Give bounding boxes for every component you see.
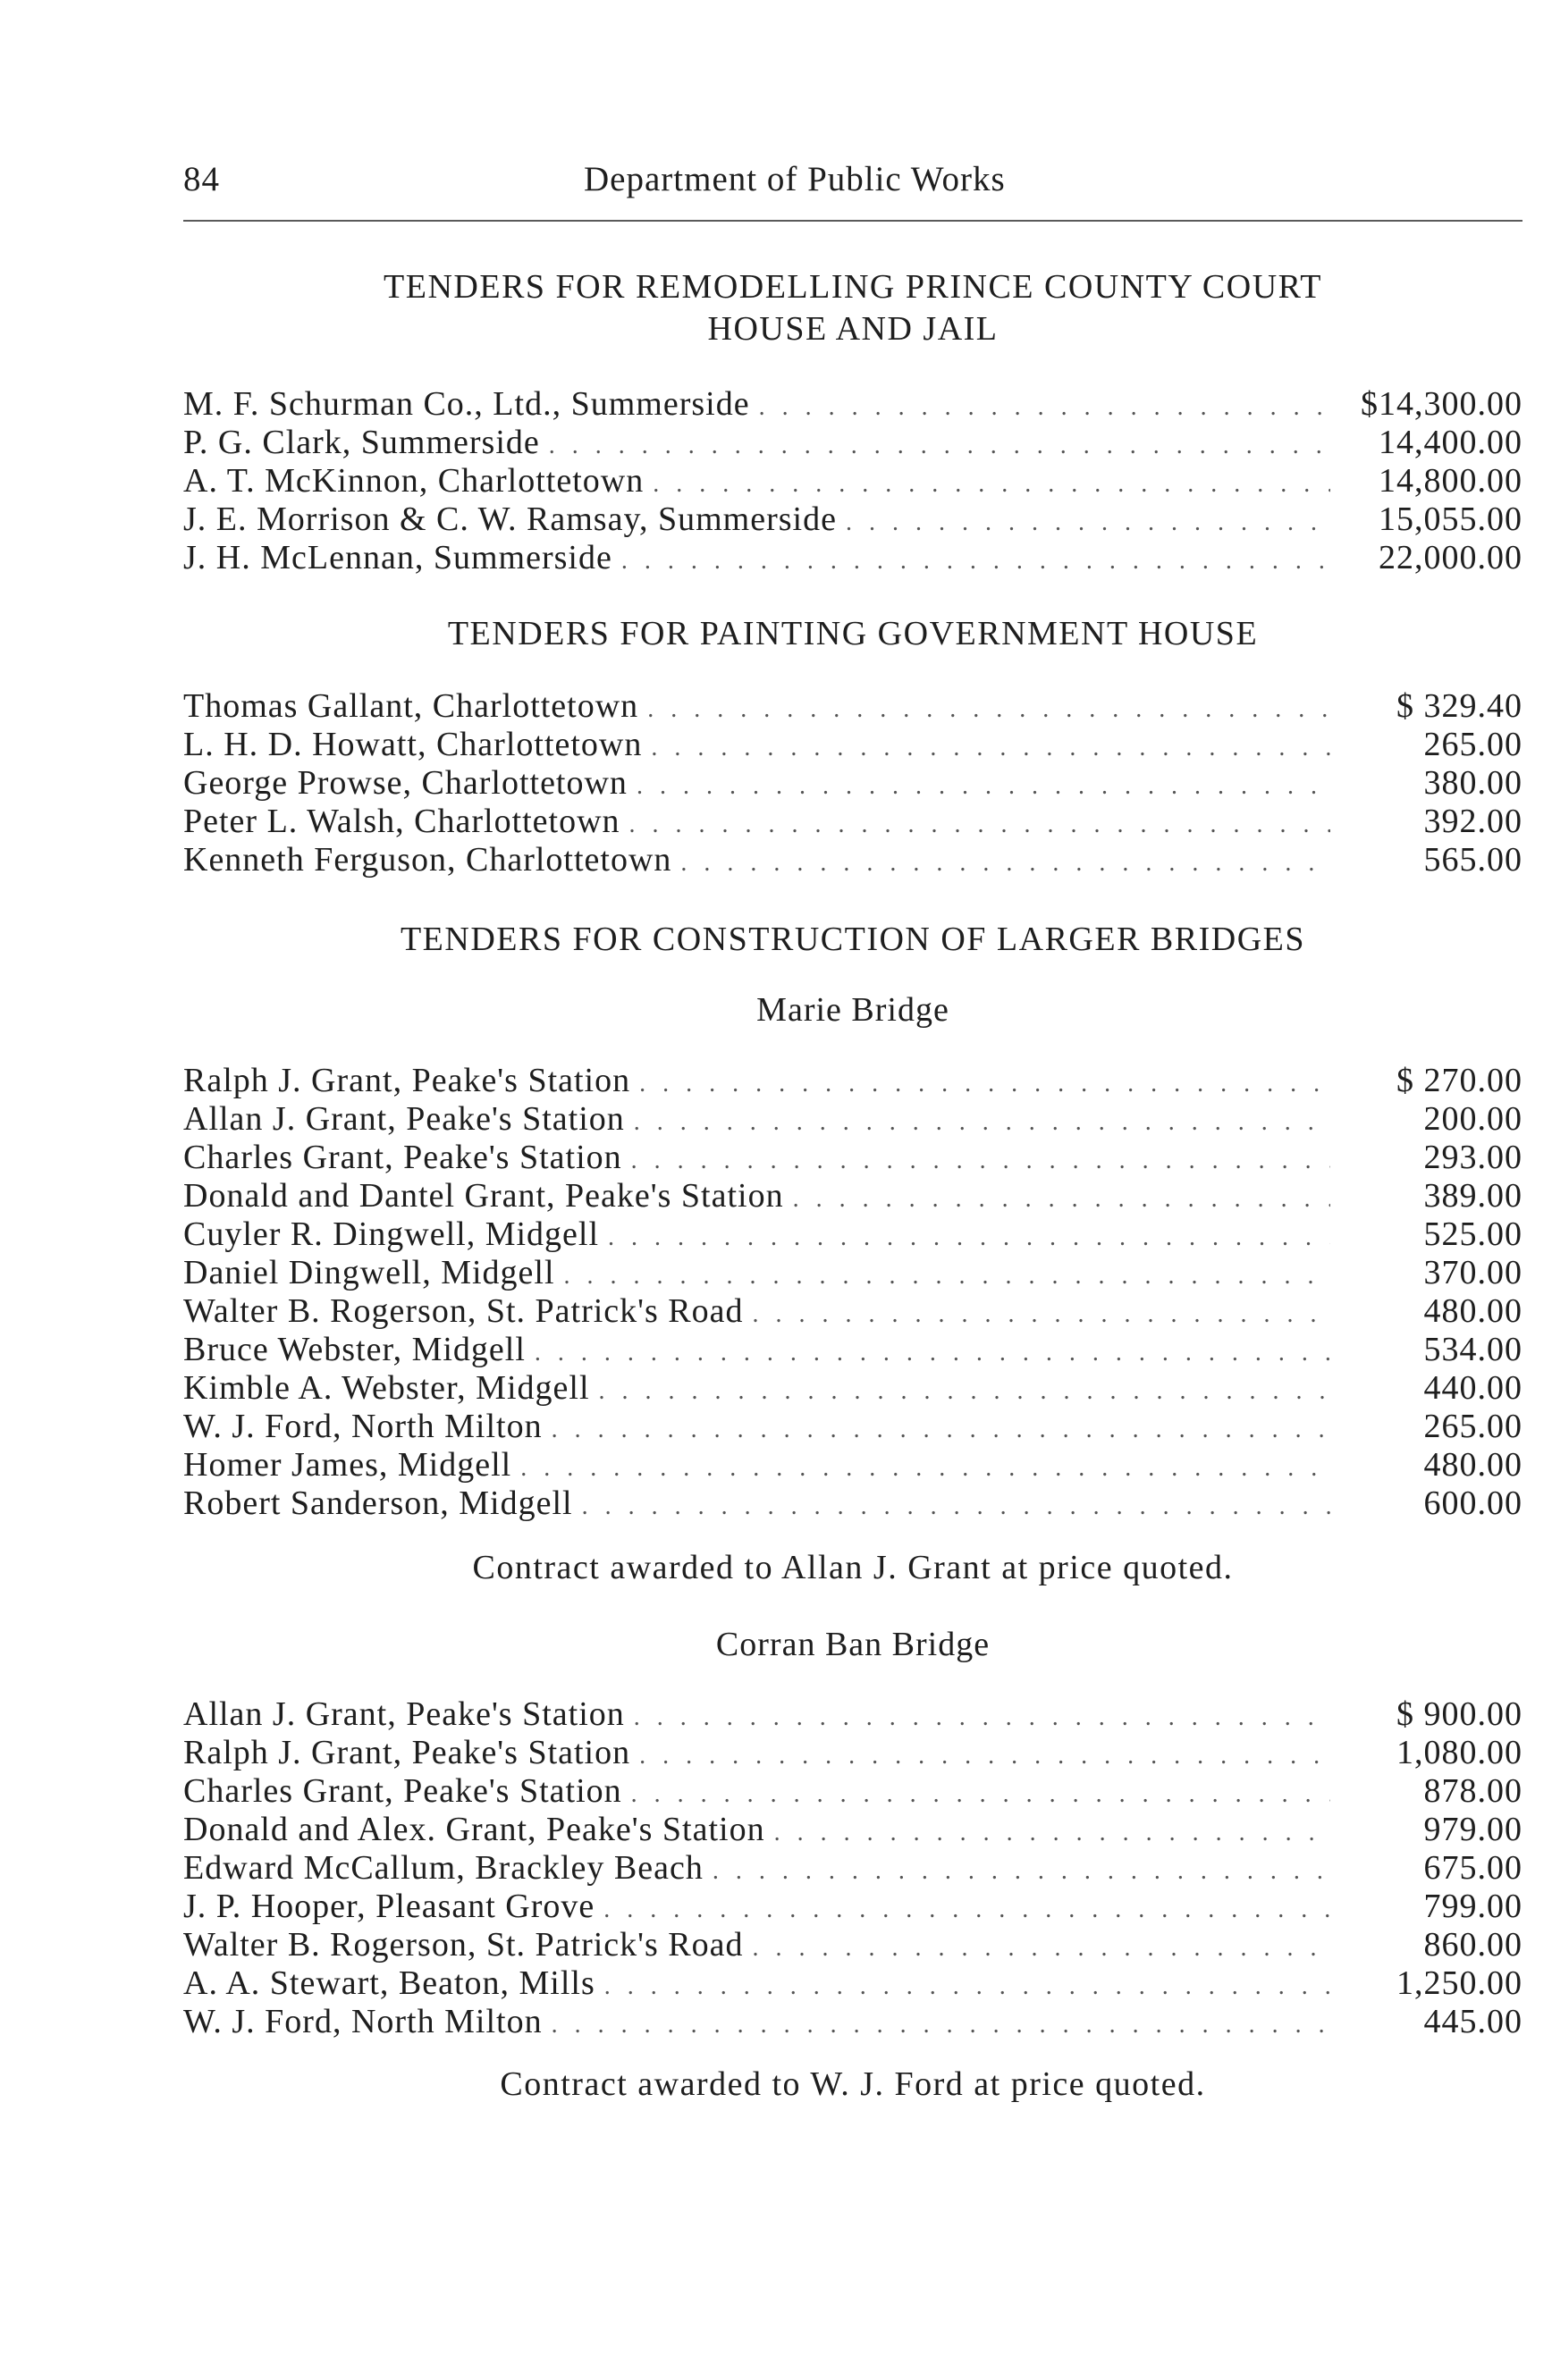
- tender-amount: 675.00: [1423, 1849, 1522, 1887]
- subsection-title-marie-bridge: Marie Bridge: [756, 991, 949, 1029]
- dot-leader: [680, 849, 1330, 878]
- tender-row: [183, 1138, 1522, 1176]
- tender-row: [183, 461, 1522, 500]
- dot-leader: [582, 1493, 1330, 1521]
- tender-amount: $ 900.00: [1396, 1695, 1522, 1733]
- tender-amount: 525.00: [1423, 1215, 1522, 1253]
- contract-note-corran-ban-bridge: Contract awarded to W. J. Ford at price quoted.: [500, 2065, 1206, 2103]
- tender-name: M. F. Schurman Co., Ltd., Summerside: [183, 385, 750, 423]
- tender-name: Cuyler R. Dingwell, Midgell: [183, 1215, 600, 1253]
- tender-row: [183, 423, 1522, 461]
- tender-name: Robert Sanderson, Midgell: [183, 1484, 573, 1522]
- dot-leader: [634, 1703, 1330, 1732]
- tender-list-marie-bridge: [183, 1061, 1522, 1522]
- tender-amount: 480.00: [1423, 1292, 1522, 1330]
- tender-row: [183, 1964, 1522, 2002]
- tender-row: [183, 802, 1522, 840]
- tender-row: [183, 1695, 1522, 1733]
- dot-leader: [634, 1108, 1330, 1137]
- dot-leader: [564, 1262, 1330, 1291]
- contract-note-marie-bridge: Contract awarded to Allan J. Grant at price quoted.: [472, 1549, 1234, 1586]
- tender-row: [183, 538, 1522, 576]
- tender-name: Bruce Webster, Midgell: [183, 1331, 526, 1368]
- section-heading-court-house: [183, 266, 1522, 350]
- dot-leader: [647, 695, 1330, 724]
- tender-amount: 799.00: [1423, 1888, 1522, 1925]
- tender-name: Peter L. Walsh, Charlottetown: [183, 803, 620, 840]
- tender-name: W. J. Ford, North Milton: [183, 1408, 543, 1445]
- dot-leader: [552, 2011, 1330, 2039]
- tender-amount: 15,055.00: [1379, 500, 1522, 538]
- tender-amount: 14,800.00: [1379, 462, 1522, 500]
- tender-amount: 979.00: [1423, 1811, 1522, 1848]
- tender-list-government-house: [183, 686, 1522, 879]
- tender-name: Allan J. Grant, Peake's Station: [183, 1100, 625, 1138]
- section-heading-line: TENDERS FOR PAINTING GOVERNMENT HOUSE: [447, 615, 1259, 652]
- dot-leader: [774, 1819, 1330, 1847]
- section-heading-line: TENDERS FOR CONSTRUCTION OF LARGER BRIDGES: [400, 921, 1306, 958]
- tender-amount: 445.00: [1423, 2003, 1522, 2040]
- tender-row: [183, 1099, 1522, 1138]
- dot-leader: [604, 1972, 1330, 2001]
- dot-leader: [608, 1224, 1330, 1252]
- tender-name: Allan J. Grant, Peake's Station: [183, 1695, 625, 1733]
- tender-name: J. P. Hooper, Pleasant Grove: [183, 1888, 595, 1925]
- subsection-title-corran-ban-bridge: Corran Ban Bridge: [715, 1626, 991, 1663]
- running-header: [183, 159, 1524, 213]
- tender-amount: 389.00: [1423, 1177, 1522, 1215]
- tender-name: A. T. McKinnon, Charlottetown: [183, 462, 645, 500]
- dot-leader: [846, 509, 1330, 537]
- tender-name: Kimble A. Webster, Midgell: [183, 1369, 590, 1407]
- tender-row: [183, 1407, 1522, 1445]
- section-heading-line: TENDERS FOR REMODELLING PRINCE COUNTY COURT: [384, 268, 1322, 306]
- tender-row: [183, 1848, 1522, 1887]
- dot-leader: [639, 1070, 1330, 1098]
- tender-row: [183, 1368, 1522, 1407]
- tender-amount: 480.00: [1423, 1446, 1522, 1484]
- tender-amount: $ 270.00: [1396, 1062, 1522, 1099]
- tender-amount: 440.00: [1423, 1369, 1522, 1407]
- dot-leader: [631, 1147, 1330, 1175]
- tender-amount: $14,300.00: [1361, 385, 1522, 423]
- dot-leader: [753, 1300, 1331, 1329]
- tender-amount: 380.00: [1423, 764, 1522, 802]
- tender-row: [183, 1061, 1522, 1099]
- tender-row: [183, 1291, 1522, 1330]
- tender-row: [183, 1925, 1522, 1964]
- dot-leader: [603, 1896, 1330, 1924]
- tender-row: [183, 1771, 1522, 1810]
- tender-list-court-house: [183, 384, 1522, 576]
- dot-leader: [535, 1339, 1330, 1367]
- dot-leader: [637, 772, 1330, 801]
- tender-amount: 14,400.00: [1379, 424, 1522, 461]
- tender-name: Donald and Dantel Grant, Peake's Station: [183, 1177, 784, 1215]
- tender-name: Thomas Gallant, Charlottetown: [183, 687, 639, 725]
- tender-amount: 860.00: [1423, 1926, 1522, 1964]
- section-heading-government-house: [183, 613, 1522, 655]
- tender-name: J. H. McLennan, Summerside: [183, 539, 612, 576]
- tender-name: Charles Grant, Peake's Station: [183, 1139, 622, 1176]
- tender-list-corran-ban-bridge: [183, 1695, 1522, 2040]
- tender-row: [183, 686, 1522, 725]
- dot-leader: [653, 470, 1330, 499]
- dot-leader: [552, 1416, 1330, 1444]
- tender-name: Walter B. Rogerson, St. Patrick's Road: [183, 1292, 744, 1330]
- tender-row: [183, 763, 1522, 802]
- dot-leader: [651, 734, 1330, 762]
- tender-name: Edward McCallum, Brackley Beach: [183, 1849, 704, 1887]
- tender-amount: 370.00: [1423, 1254, 1522, 1291]
- dot-leader: [753, 1934, 1331, 1963]
- tender-row: [183, 1330, 1522, 1368]
- page-number: 84: [183, 160, 220, 198]
- dot-leader: [639, 1742, 1330, 1770]
- tender-amount: 1,250.00: [1396, 1964, 1522, 2002]
- dot-leader: [520, 1454, 1330, 1483]
- tender-name: P. G. Clark, Summerside: [183, 424, 540, 461]
- dot-leader: [599, 1377, 1330, 1406]
- tender-amount: 293.00: [1423, 1139, 1522, 1176]
- tender-row: [183, 1215, 1522, 1253]
- tender-row: [183, 1176, 1522, 1215]
- tender-amount: 534.00: [1423, 1331, 1522, 1368]
- tender-amount: 878.00: [1423, 1772, 1522, 1810]
- tender-amount: 565.00: [1423, 841, 1522, 879]
- tender-amount: 265.00: [1423, 1408, 1522, 1445]
- tender-name: Walter B. Rogerson, St. Patrick's Road: [183, 1926, 744, 1964]
- tender-row: [183, 840, 1522, 879]
- tender-name: Kenneth Ferguson, Charlottetown: [183, 841, 672, 879]
- tender-amount: 265.00: [1423, 726, 1522, 763]
- tender-amount: 1,080.00: [1396, 1734, 1522, 1771]
- tender-name: Donald and Alex. Grant, Peake's Station: [183, 1811, 765, 1848]
- tender-name: L. H. D. Howatt, Charlottetown: [183, 726, 643, 763]
- tender-row: [183, 500, 1522, 538]
- dot-leader: [549, 432, 1330, 460]
- tender-row: [183, 384, 1522, 423]
- header-rule: [183, 220, 1522, 222]
- tender-row: [183, 725, 1522, 763]
- tender-row: [183, 1810, 1522, 1848]
- tender-name: Homer James, Midgell: [183, 1446, 512, 1484]
- tender-name: George Prowse, Charlottetown: [183, 764, 628, 802]
- dot-leader: [713, 1857, 1330, 1886]
- tender-amount: 600.00: [1423, 1484, 1522, 1522]
- tender-amount: 392.00: [1423, 803, 1522, 840]
- dot-leader: [793, 1185, 1330, 1214]
- tender-row: [183, 1445, 1522, 1484]
- section-heading-line: HOUSE AND JAIL: [707, 310, 999, 348]
- dot-leader: [631, 1780, 1330, 1809]
- tender-name: Ralph J. Grant, Peake's Station: [183, 1734, 631, 1771]
- tender-name: J. E. Morrison & C. W. Ramsay, Summerside: [183, 500, 837, 538]
- dot-leader: [629, 811, 1330, 839]
- tender-row: [183, 1733, 1522, 1771]
- tender-name: Ralph J. Grant, Peake's Station: [183, 1062, 631, 1099]
- tender-amount: 200.00: [1423, 1100, 1522, 1138]
- tender-row: [183, 1887, 1522, 1925]
- tender-amount: $ 329.40: [1396, 687, 1522, 725]
- dot-leader: [621, 547, 1330, 576]
- running-title: Department of Public Works: [584, 160, 1006, 198]
- tender-name: A. A. Stewart, Beaton, Mills: [183, 1964, 595, 2002]
- tender-name: W. J. Ford, North Milton: [183, 2003, 543, 2040]
- tender-name: Charles Grant, Peake's Station: [183, 1772, 622, 1810]
- tender-row: [183, 2002, 1522, 2040]
- tender-name: Daniel Dingwell, Midgell: [183, 1254, 555, 1291]
- tender-amount: 22,000.00: [1379, 539, 1522, 576]
- tender-row: [183, 1253, 1522, 1291]
- section-heading-larger-bridges: [183, 919, 1522, 961]
- tender-row: [183, 1484, 1522, 1522]
- dot-leader: [759, 393, 1330, 422]
